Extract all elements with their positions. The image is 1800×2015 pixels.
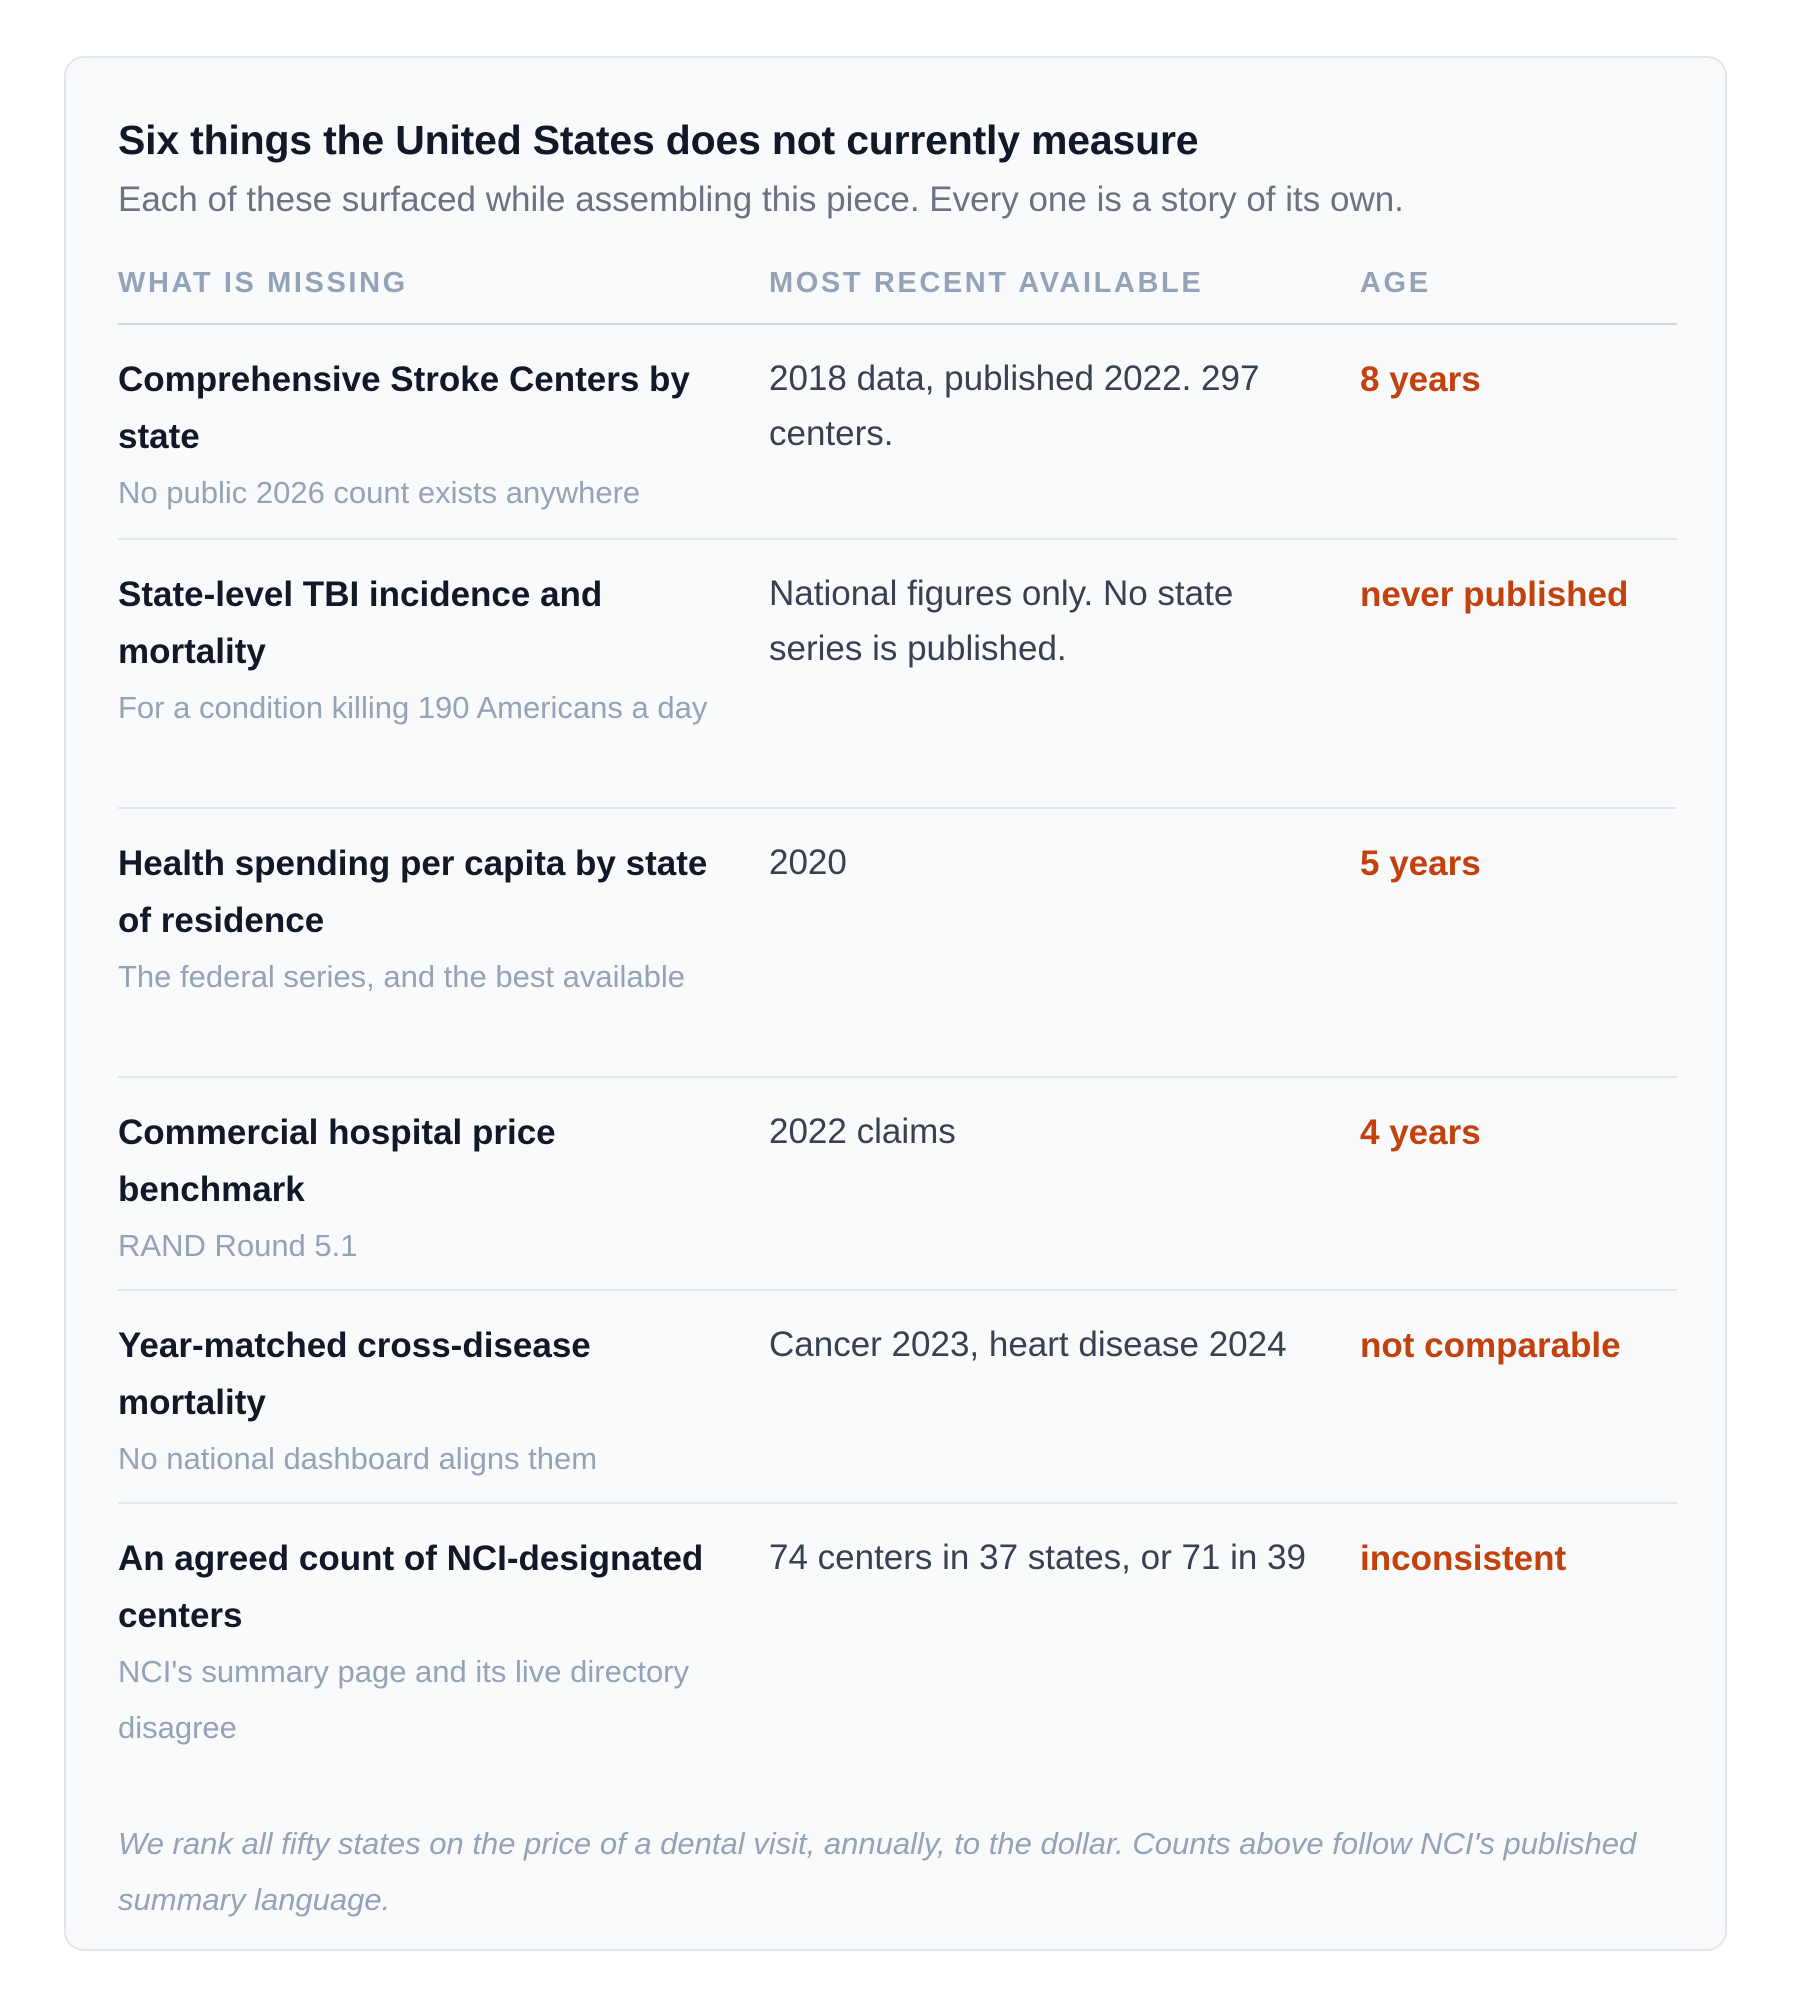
cell-what bbox=[118, 351, 769, 538]
table-header bbox=[118, 265, 1677, 325]
column-header-age: AGE bbox=[1360, 266, 1431, 299]
item-note: The federal series, and the best available bbox=[118, 958, 685, 994]
column-header-what: WHAT IS MISSING bbox=[118, 266, 408, 299]
cell-age: inconsistent bbox=[1360, 1538, 1567, 1578]
table-row bbox=[118, 540, 1677, 809]
cell-age: 8 years bbox=[1360, 359, 1481, 399]
cell-age: 5 years bbox=[1360, 843, 1481, 883]
cell-recent: 74 centers in 37 states, or 71 in 39 bbox=[769, 1537, 1306, 1577]
card-subtitle: Each of these surfaced while assembling this piece. Every one is a story of its own. bbox=[118, 180, 1404, 220]
item-title: An agreed count of NCI-designated centers bbox=[118, 1538, 704, 1635]
cell-recent: National figures only. No state series is published. bbox=[769, 573, 1234, 668]
table-row bbox=[118, 1504, 1677, 1760]
cell-recent: 2020 bbox=[769, 842, 847, 882]
cell-recent: 2022 claims bbox=[769, 1111, 956, 1151]
item-note: For a condition killing 190 Americans a day bbox=[118, 689, 708, 725]
cell-recent: Cancer 2023, heart disease 2024 bbox=[769, 1324, 1287, 1364]
cell-age: never published bbox=[1360, 574, 1629, 614]
item-title: Comprehensive Stroke Centers by state bbox=[118, 359, 690, 456]
cell-age: not comparable bbox=[1360, 1325, 1621, 1365]
column-header-recent: MOST RECENT AVAILABLE bbox=[769, 266, 1204, 299]
table-row bbox=[118, 809, 1677, 1078]
item-title: State-level TBI incidence and mortality bbox=[118, 574, 603, 671]
cell-what bbox=[118, 1317, 769, 1502]
cell-age: 4 years bbox=[1360, 1112, 1481, 1152]
item-note: NCI's summary page and its live directory disagree bbox=[118, 1653, 690, 1745]
item-note: No public 2026 count exists anywhere bbox=[118, 474, 641, 510]
cell-recent: 2018 data, published 2022. 297 centers. bbox=[769, 358, 1260, 453]
footnote: We rank all fifty states on the price of a dental visit, annually, to the dollar. Counts above follow NCI's published summary language. bbox=[118, 1825, 1637, 1917]
info-card bbox=[64, 56, 1727, 1951]
item-title: Health spending per capita by state of residence bbox=[118, 843, 708, 940]
table-row bbox=[118, 1078, 1677, 1291]
table-row bbox=[118, 1291, 1677, 1504]
card-title: Six things the United States does not currently measure bbox=[118, 117, 1199, 163]
cell-what bbox=[118, 1530, 769, 1760]
cell-what bbox=[118, 835, 769, 1076]
item-note: No national dashboard aligns them bbox=[118, 1440, 598, 1476]
cell-what bbox=[118, 1104, 769, 1289]
data-table bbox=[118, 265, 1677, 1760]
table-row bbox=[118, 325, 1677, 540]
item-title: Year-matched cross-disease mortality bbox=[118, 1325, 591, 1422]
item-note: RAND Round 5.1 bbox=[118, 1227, 358, 1263]
item-title: Commercial hospital price benchmark bbox=[118, 1112, 556, 1209]
cell-what bbox=[118, 566, 769, 807]
